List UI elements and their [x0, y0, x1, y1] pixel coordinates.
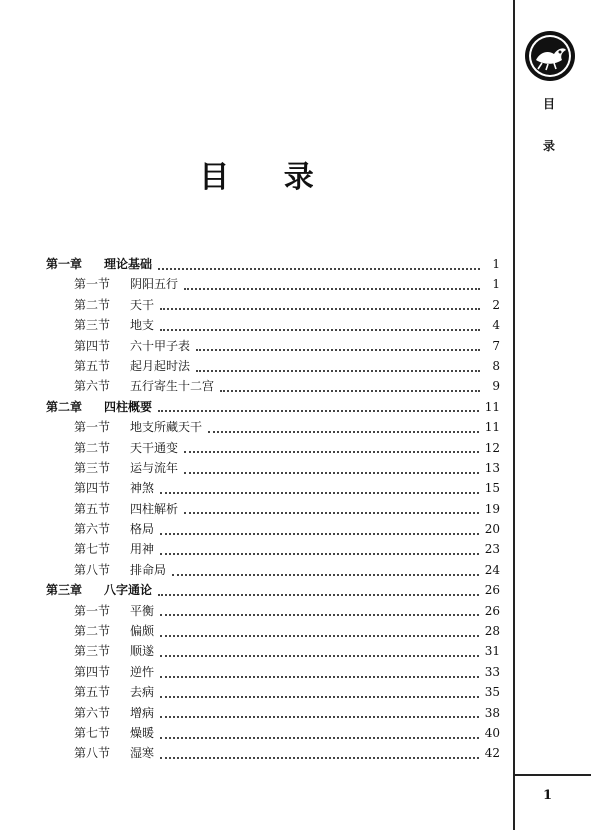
toc-chapter-row[interactable] [46, 580, 500, 600]
toc-dot-leader [160, 736, 479, 739]
toc-section-row[interactable] [46, 703, 500, 723]
toc-section-row[interactable] [46, 621, 500, 641]
toc-entry-number: 第七节 [74, 542, 111, 557]
footer-divider [515, 774, 591, 776]
toc-section-row[interactable] [46, 519, 500, 539]
toc-dot-leader [184, 511, 479, 514]
toc-dot-leader [158, 267, 480, 270]
toc-dot-leader [160, 532, 479, 535]
toc-entry-number: 第一节 [74, 277, 111, 292]
toc-entry-title: 六十甲子表 [130, 338, 191, 353]
page-title: 目 录 [199, 160, 336, 195]
toc-section-row[interactable] [46, 539, 500, 559]
toc-entry-number: 第三节 [74, 644, 111, 659]
toc-dot-leader [172, 573, 479, 576]
toc-dot-leader [160, 654, 479, 657]
toc-entry-number: 第五节 [74, 685, 111, 700]
toc-entry-title: 理论基础 [104, 257, 153, 271]
toc-entry-number: 第三章 [46, 583, 83, 598]
toc-section-row[interactable] [46, 295, 500, 315]
toc-dot-leader [160, 613, 479, 616]
toc-section-row[interactable] [46, 601, 500, 621]
toc-dot-leader [208, 430, 479, 433]
toc-dot-leader [160, 307, 480, 310]
toc-entry-title: 八字通论 [104, 583, 153, 598]
toc-entry-title: 神煞 [130, 481, 155, 496]
toc-entry-number: 第七节 [74, 725, 111, 740]
toc-section-row[interactable] [46, 641, 500, 661]
toc-entry-number: 第五节 [74, 501, 111, 516]
toc-entry-title: 燥暖 [130, 725, 155, 740]
toc-entry-page: 38 [484, 705, 500, 720]
toc-entry-title: 平衡 [130, 603, 155, 618]
toc-entry-number: 第六节 [74, 379, 111, 394]
toc-entry-page: 4 [492, 318, 500, 333]
toc-entry-title: 运与流年 [130, 460, 179, 475]
toc-entry-title: 地支 [130, 318, 155, 333]
toc-section-row[interactable] [46, 417, 500, 437]
toc-entry-number: 第二节 [74, 297, 111, 312]
toc-section-row[interactable] [46, 356, 500, 376]
toc-section-row[interactable] [46, 438, 500, 458]
toc-entry-title: 四柱概要 [104, 399, 153, 414]
toc-entry-page: 8 [492, 358, 500, 373]
toc-section-row[interactable] [46, 499, 500, 519]
toc-entry-page: 11 [484, 399, 500, 414]
toc-entry-page: 19 [484, 501, 500, 516]
toc-section-row[interactable] [46, 376, 500, 396]
sidebar-char-1: 目 [543, 97, 556, 111]
toc-entry-page: 28 [484, 624, 500, 639]
toc-entry-title: 逆忤 [130, 664, 155, 679]
toc-dot-leader [184, 450, 479, 453]
toc-entry-title: 格局 [130, 522, 155, 537]
toc-entry-page: 20 [484, 522, 500, 537]
toc-dot-leader [160, 715, 479, 718]
toc-entry-page: 13 [484, 460, 500, 475]
toc-entry-title: 去病 [130, 685, 155, 700]
toc-dot-leader [196, 369, 480, 372]
table-of-contents [46, 254, 500, 764]
toc-entry-number: 第四节 [74, 664, 111, 679]
toc-entry-number: 第四节 [74, 481, 111, 496]
toc-entry-title: 顺遂 [130, 644, 155, 659]
toc-entry-page: 24 [484, 562, 500, 577]
toc-dot-leader [160, 491, 479, 494]
toc-section-row[interactable] [46, 315, 500, 335]
toc-section-row[interactable] [46, 274, 500, 294]
toc-entry-number: 第三节 [74, 318, 111, 333]
toc-dot-leader [160, 634, 479, 637]
toc-dot-leader [160, 552, 479, 555]
toc-entry-title: 四柱解析 [130, 501, 179, 516]
toc-entry-number: 第六节 [74, 522, 111, 537]
toc-chapter-row[interactable] [46, 397, 500, 417]
toc-entry-number: 第八节 [74, 562, 111, 577]
toc-entry-page: 7 [492, 338, 500, 353]
toc-dot-leader [184, 471, 479, 474]
toc-dot-leader [160, 328, 480, 331]
sidebar-char-2: 录 [543, 139, 556, 153]
toc-dot-leader [160, 695, 479, 698]
toc-entry-number: 第四节 [74, 338, 111, 353]
toc-dot-leader [184, 287, 480, 290]
toc-section-row[interactable] [46, 560, 500, 580]
toc-entry-number: 第一节 [74, 420, 111, 435]
toc-entry-title: 用神 [130, 542, 155, 557]
toc-entry-page: 12 [484, 440, 500, 455]
toc-section-row[interactable] [46, 478, 500, 498]
toc-section-row[interactable] [46, 336, 500, 356]
toc-entry-page: 26 [484, 603, 500, 618]
toc-entry-page: 35 [484, 685, 500, 700]
toc-entry-page: 40 [484, 725, 500, 740]
bird-emblem-icon [524, 30, 576, 82]
toc-chapter-row[interactable] [46, 254, 500, 274]
toc-entry-number: 第二节 [74, 624, 111, 639]
toc-entry-page: 33 [484, 664, 500, 679]
toc-entry-title: 偏颇 [130, 624, 155, 639]
toc-dot-leader [160, 675, 479, 678]
toc-section-row[interactable] [46, 723, 500, 743]
toc-section-row[interactable] [46, 458, 500, 478]
toc-entry-page: 1 [492, 257, 500, 271]
toc-entry-title: 阴阳五行 [130, 277, 179, 292]
toc-entry-page: 2 [492, 297, 500, 312]
toc-entry-number: 第一节 [74, 603, 111, 618]
page-number: 1 [543, 788, 553, 803]
toc-entry-page: 31 [484, 644, 500, 659]
toc-entry-number: 第二章 [46, 399, 83, 414]
toc-entry-title: 排命局 [130, 562, 167, 577]
toc-entry-title: 五行寄生十二宫 [130, 379, 215, 394]
toc-entry-title: 天干 [130, 297, 155, 312]
sidebar-divider [513, 0, 515, 830]
toc-entry-title: 地支所藏天干 [130, 420, 203, 435]
toc-section-row[interactable] [46, 662, 500, 682]
toc-section-row[interactable] [46, 743, 500, 763]
toc-dot-leader [220, 389, 480, 392]
toc-section-row[interactable] [46, 682, 500, 702]
toc-dot-leader [160, 756, 479, 759]
toc-entry-title: 天干通变 [130, 440, 179, 455]
toc-entry-number: 第五节 [74, 358, 111, 373]
toc-entry-page: 23 [484, 542, 500, 557]
toc-entry-title: 起月起时法 [130, 358, 191, 373]
toc-dot-leader [158, 593, 479, 596]
toc-entry-page: 9 [492, 379, 500, 394]
toc-entry-number: 第六节 [74, 705, 111, 720]
toc-entry-page: 42 [484, 746, 500, 761]
toc-entry-number: 第八节 [74, 746, 111, 761]
toc-entry-title: 湿寒 [130, 746, 155, 761]
toc-entry-page: 1 [492, 277, 500, 292]
toc-entry-page: 15 [484, 481, 500, 496]
toc-entry-title: 增病 [130, 705, 155, 720]
toc-entry-page: 26 [484, 583, 500, 598]
toc-entry-page: 11 [484, 420, 500, 435]
toc-dot-leader [158, 409, 479, 412]
toc-entry-number: 第三节 [74, 460, 111, 475]
toc-entry-number: 第一章 [46, 257, 83, 271]
toc-entry-number: 第二节 [74, 440, 111, 455]
toc-dot-leader [196, 348, 480, 351]
